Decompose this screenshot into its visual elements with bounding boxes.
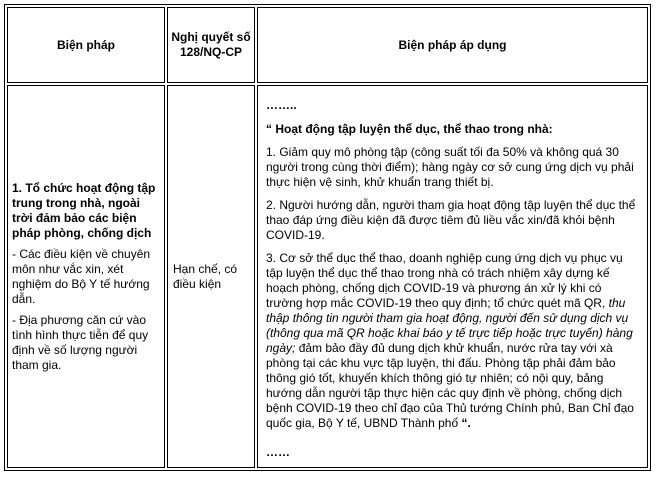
ellipsis-bottom: …… [266, 445, 290, 459]
applied-item-1: 1. Giảm quy mô phòng tập (công suất tối đa 50% và không quá 30 người trong cùng thời điểm); hàng ngày cơ sở cung ứng dịch vụ phải thực hiện vệ sinh, khử khuẩn trang thiết bị. [266, 145, 634, 189]
measure-note-1: - Các điều kiện về chuyên môn như vắc xin, xét nghiệm do Bộ Y tế hướng dẫn. [12, 246, 151, 306]
measure-title: 1. Tổ chức hoạt động tập trung trong nhà, ngoài trời đảm bảo các biện pháp phòng, chống dịch [12, 180, 156, 240]
ellipsis-top: …….. [266, 98, 297, 112]
table-row [7, 85, 648, 468]
applied-item-3-part-b: đảm bảo đầy đủ dung dịch khử khuẩn, nước rửa tay với xà phòng tại các khu vực tập luyện, thi đấu. Phòng tập phải đảm bảo thông gió tốt, khuyến khích thông gió tự nhiên; có nội quy, bảng hướng dẫn người tập thực hiện các quy định về phòng, chống dịch bệnh COVID-19 theo chỉ đạo của Thủ tướng Chính phủ, Ban Chỉ đạo quốc gia, Bộ Y tế, UBND Thành phố [266, 341, 634, 430]
measure-note-2: - Địa phương căn cứ vào tình hình thực tiễn để quy định về số lượng người tham gia. [12, 312, 149, 372]
applied-item-3-italic: thu thập thông tin người tham gia hoạt động, người đến sử dụng dịch vụ (thông qua mã QR hoặc khai báo y tế trực tiếp hoặc trực tuyến) hàng ngày; [266, 296, 633, 355]
applied-item-3-closing-quote: “. [461, 416, 471, 430]
header-applied-measure: Biện pháp áp dụng [257, 7, 648, 83]
table-header-row [7, 7, 648, 83]
applied-item-3 [266, 251, 641, 431]
applied-measure-cell [257, 85, 648, 468]
applied-item-2: 2. Người hướng dẫn, người tham gia hoạt động tập luyện thể dục thể thao đáp ứng điều kiện đã được tiêm đủ liều vắc xin/đã khỏi bệnh COVID-19. [266, 198, 636, 242]
applied-item-3-part-a: 3. Cơ sở thể dục thể thao, doanh nghiệp cung ứng dịch vụ phục vụ tập luyện thể dục thể thao trong nhà có trách nhiệm xây dựng kế hoạch phòng, chống dịch COVID-19 và phương án xử lý khi có trường hợp mắc COVID-19 theo quy định; tổ chức quét mã QR, [266, 251, 623, 310]
measure-cell [7, 85, 165, 468]
resolution-status: Hạn chế, có điều kiện [173, 261, 238, 291]
header-resolution: Nghị quyết số 128/NQ-CP [167, 7, 255, 83]
applied-title: “ Hoạt động tập luyện thể dục, thể thao trong nhà: [266, 122, 553, 136]
measures-table [4, 4, 651, 471]
header-measure: Biện pháp [7, 7, 165, 83]
resolution-cell [167, 85, 255, 468]
